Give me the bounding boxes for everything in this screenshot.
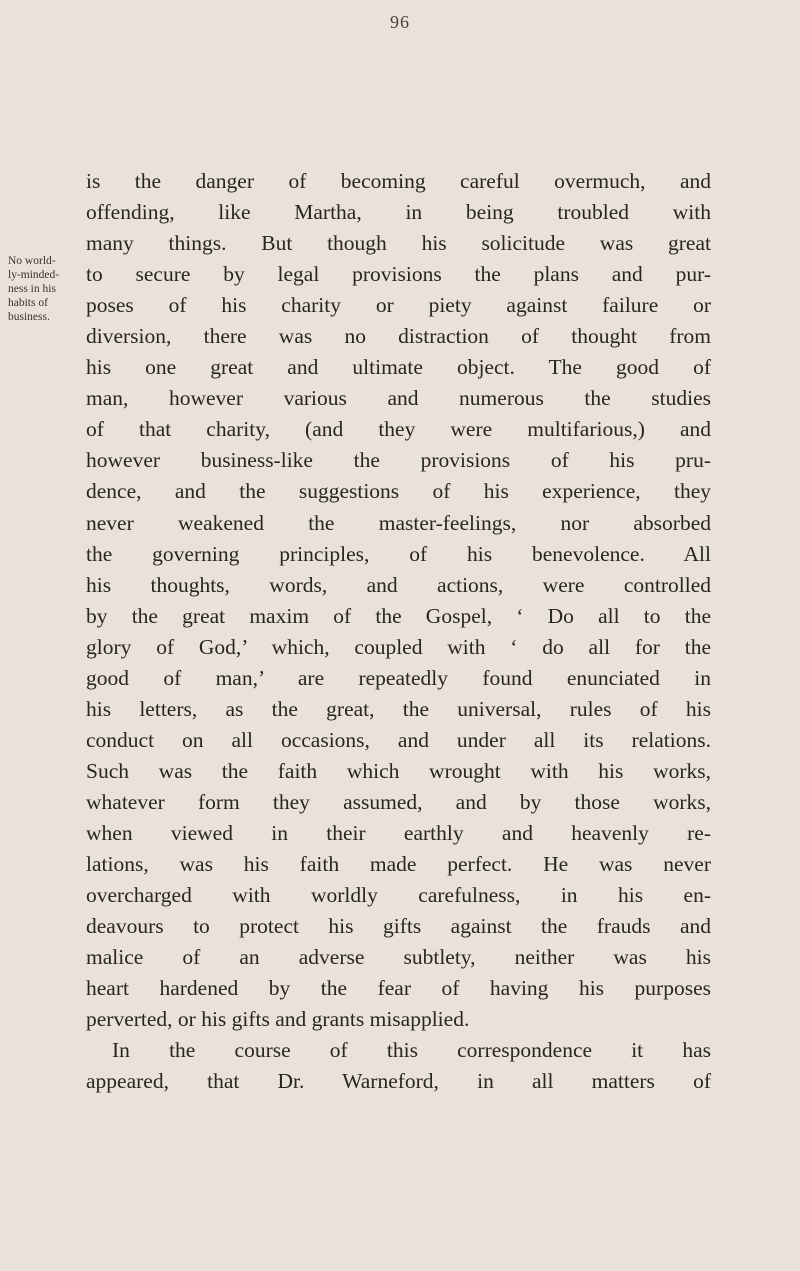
- text-line: lations, was his faith made perfect. He was never: [86, 852, 711, 877]
- marginal-note-line: business.: [8, 311, 50, 323]
- text-line: deavours to protect his gifts against the frauds and: [86, 914, 711, 939]
- text-line: his one great and ultimate object. The good of: [86, 355, 711, 380]
- text-line: to secure by legal provisions the plans and pur-: [86, 262, 711, 287]
- text-line: perverted, or his gifts and grants misapplied.: [86, 1007, 470, 1032]
- marginal-note-line: ly-minded-: [8, 269, 60, 281]
- text-line: never weakened the master-feelings, nor absorbed: [86, 510, 711, 535]
- text-line: whatever form they assumed, and by those works,: [86, 789, 711, 814]
- text-line: when viewed in their earthly and heavenly re-: [86, 820, 711, 845]
- page-number: 96: [390, 12, 410, 32]
- text-line: offending, like Martha, in being troubled with: [86, 200, 711, 225]
- marginal-note-line: No world-: [8, 255, 56, 267]
- text-line: In the course of this correspondence it has: [112, 1038, 711, 1063]
- text-line: poses of his charity or piety against failure or: [86, 293, 711, 318]
- text-line: dence, and the suggestions of his experience, they: [86, 479, 711, 504]
- text-line: overcharged with worldly carefulness, in his en-: [86, 883, 711, 908]
- marginal-note-line: ness in his: [8, 283, 56, 295]
- text-line: is the danger of becoming careful overmuch, and: [86, 169, 711, 193]
- text-line: of that charity, (and they were multifarious,) and: [86, 417, 711, 442]
- text-line: appeared, that Dr. Warneford, in all matters of: [86, 1069, 711, 1094]
- text-line: diversion, there was no distraction of thought from: [86, 324, 711, 349]
- text-line: Such was the faith which wrought with his works,: [86, 758, 711, 783]
- text-line: the governing principles, of his benevolence. All: [86, 541, 711, 566]
- text-line: by the great maxim of the Gospel, ‘ Do all to the: [86, 603, 711, 628]
- text-line: conduct on all occasions, and under all its relations.: [86, 727, 711, 752]
- text-line: his letters, as the great, the universal, rules of his: [86, 696, 711, 721]
- text-line: malice of an adverse subtlety, neither was his: [86, 945, 711, 970]
- text-line: however business-like the provisions of his pru-: [86, 448, 711, 473]
- text-line: good of man,’ are repeatedly found enunciated in: [86, 665, 711, 690]
- text-line: many things. But though his solicitude was great: [86, 231, 711, 256]
- text-line: glory of God,’ which, coupled with ‘ do all for the: [86, 634, 711, 659]
- marginal-note-line: habits of: [8, 297, 48, 309]
- body-text: [86, 166, 711, 1097]
- text-line: heart hardened by the fear of having his purposes: [86, 976, 711, 1001]
- text-line: his thoughts, words, and actions, were controlled: [86, 572, 711, 597]
- text-line: man, however various and numerous the studies: [86, 386, 711, 411]
- marginal-note: [8, 254, 70, 324]
